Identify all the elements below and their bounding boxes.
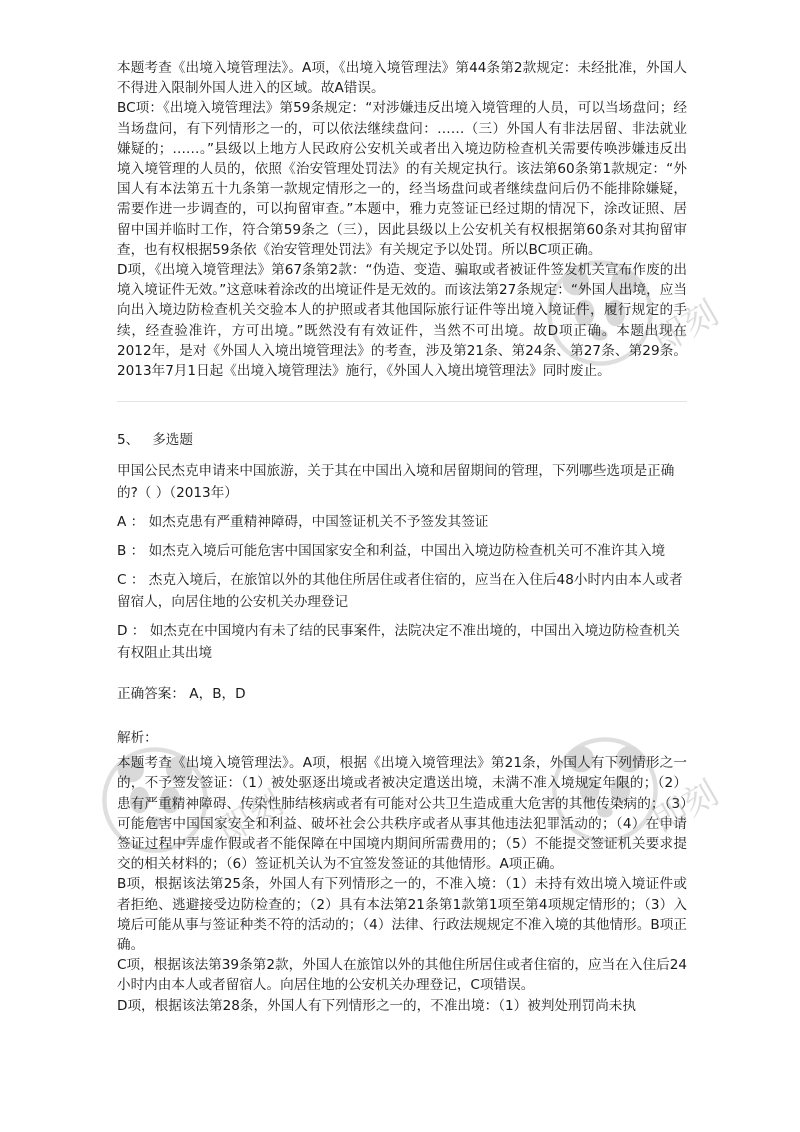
option-key: A — [117, 514, 127, 531]
question-separator: 、 — [125, 432, 140, 449]
document-page — [117, 58, 687, 1016]
option-text: 如杰克入境后可能危害中国国家安全和利益，中国出入境边防检查机关可不准许其入境 — [148, 543, 666, 560]
analysis-item-b: B项，根据该法第25条，外国人有下列情形之一的，不准入境：（1）未持有效出境入境证件或者拒绝、逃避接受边防检查的；（2）具有本法第21条第1款第1项至第4项规定情形的；（3）入境后可能从事与签证种类不符的活动的；（4）法律、行政法规规定不准入境的其他情形。B项正确。 — [117, 876, 687, 954]
analysis-item-c: C项，根据该法第39条第2款，外国人在旅馆以外的其他住所居住或者住宿的，应当在入住后24小时内由本人或者留宿人。向居住地的公安机关办理登记，C项错误。 — [117, 957, 687, 994]
analysis-body — [117, 753, 687, 1016]
question-header — [117, 430, 687, 450]
option-c: C ： 杰克入境后，在旅馆以外的其他住所居住或者住宿的，应当在入住后48小时内由本人或者留宿人，向居住地的公安机关办理登记 — [117, 572, 683, 611]
option-key: C — [117, 572, 127, 589]
option-a: A ： 如杰克患有严重精神障碍，中国签证机关不予签发其签证 — [117, 514, 489, 531]
analysis-paragraph-bc: BC项：《出境入境管理法》第59条规定：“对涉嫌违反出境入境管理的人员，可以当场盘问；经当场盘问，有下列情形之一的，可以依法继续盘问：……（三）外国人有非法居留、非法就业嫌疑的；……。”县级以上地方人民政府公安机关或者出入境边防检查机关需要传唤涉嫌违反出境入境管理的人员的，依照《治安管理处罚法》的有关规定执行。该法第60条第1款规定：“外国人有本法第五十九条第一款规定情形之一的，经当场盘问或者继续盘问后仍不能排除嫌疑，需要作进一步调查的，可以拘留审查。”本题中，雅力克签证已经过期的情况下，涂改证照、居留中国并临时工作，符合第59条之（三），因此县级以上公安机关有权根据第60条对其拘留审查，也有权根据59条依《治安管理处罚法》有关规定予以处罚。所以BC项正确。 — [117, 100, 687, 258]
option-text: 如杰克患有严重精神障碍，中国签证机关不予签发其签证 — [148, 514, 489, 531]
answer-value: A，B，D — [189, 686, 246, 703]
option-key: D — [117, 623, 128, 640]
option-key: B — [117, 543, 127, 560]
analysis-item-d: D项，根据该法第28条，外国人有下列情形之一的，不准出境：（1）被判处刑罚尚未执 — [117, 997, 636, 1014]
watermark-text: 即刻 — [646, 773, 726, 842]
analysis-paragraph-d: D项，《出境入境管理法》第67条第2款：“伪造、变造、骗取或者被证件签发机关宣布作废的出境入境证件无效。”这意味着涂改的出境证件是无效的。而该法第27条规定：“外国人出境，应当向出入境边防检查机关交验本人的护照或者其他国际旅行证件等出境入境证件，履行规定的手续，经查验准许，方可出境。”既然没有有效证件，当然不可出境。故D项正确。本题出现在2012年，是对《外国人入境出境管理法》的考查，涉及第21条、第24条、第27条、第29条。2013年7月1日起《出境入境管理法》施行，《外国人入境出境管理法》同时废止。 — [117, 262, 687, 380]
question-type: 多选题 — [152, 432, 193, 449]
question-stem: 甲国公民杰克申请来中国旅游，关于其在中国出入境和居留期间的管理，下列哪些选项是正确的?（ ）（2013年） — [117, 463, 675, 502]
analysis-paragraph-a: 本题考查《出境入境管理法》。A项，《出境入境管理法》第44条第2款规定：未经批准，外国人不得进入限制外国人进入的区域。故A错误。 — [117, 60, 687, 97]
watermark-text: 即刻 — [211, 783, 291, 852]
analysis-label: 解析： — [117, 730, 158, 747]
analysis-item-a: 本题考查《出境入境管理法》。A项，根据《出境入境管理法》第21条，外国人有下列情形之一的，不予签发签证：（1）被处驱逐出境或者被决定遣送出境，未满不准入境规定年限的；（2）患有严重精神障碍、传染性肺结核病或者有可能对公共卫生造成重大危害的其他传染病的；（3）可能危害中国国家安全和利益、破坏社会公共秩序或者从事其他违法犯罪活动的；（4）在申请签证过程中弄虚作假或者不能保障在中国境内期间所需费用的；（5）不能提交签证机关要求提交的相关材料的；（6）签证机关认为不宜签发签证的其他情形。A项正确。 — [117, 755, 687, 873]
watermark-text: 即刻 — [646, 293, 726, 362]
answer-label: 正确答案： — [117, 686, 185, 703]
section-divider — [117, 401, 687, 402]
question-number: 5 — [117, 432, 126, 449]
option-b: B ： 如杰克入境后可能危害中国国家安全和利益，中国出入境边防检查机关可不准许其入境 — [117, 543, 666, 560]
option-text: 如杰克在中国境内有未了结的民事案件，法院决定不准出境的，中国出入境边防检查机关有权阻止其出境 — [117, 623, 680, 662]
option-d: D ： 如杰克在中国境内有未了结的民事案件，法院决定不准出境的，中国出入境边防检查机关有权阻止其出境 — [117, 623, 680, 662]
option-text: 杰克入境后，在旅馆以外的其他住所居住或者住宿的，应当在入住后48小时内由本人或者留宿人，向居住地的公安机关办理登记 — [117, 572, 683, 611]
correct-answer — [117, 684, 687, 704]
